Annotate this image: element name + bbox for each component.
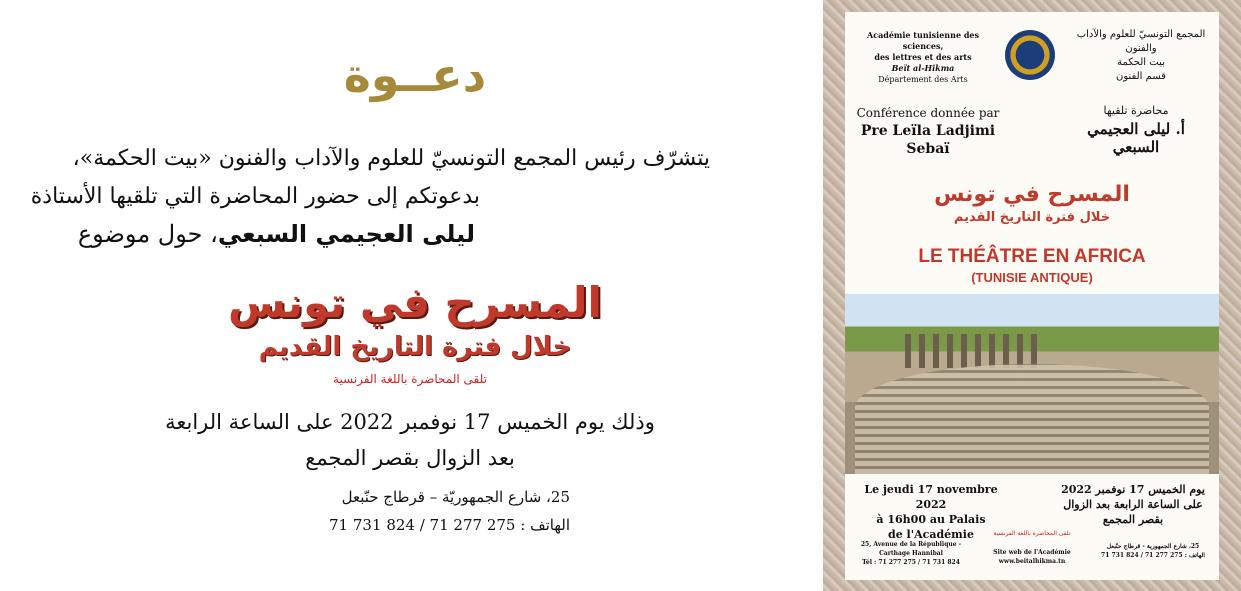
language-note: تلقى المحاضرة باللغة الفرنسية — [333, 372, 487, 386]
academy-seal-icon — [1005, 30, 1055, 80]
fr-address-line: Carthage Hannibal — [879, 550, 943, 557]
poster-ar-subtitle: خلال فترة التاريخ القديم — [953, 210, 1111, 225]
ar-speaker-line: السبعي — [1112, 138, 1160, 156]
topic-subtitle: خلال فترة التاريخ القديم — [258, 332, 572, 362]
poster-ar-title: المسرح في تونس — [934, 182, 1130, 207]
ar-header-line: قسم الفنون — [1116, 71, 1166, 82]
ar-date-line: بقصر المجمع — [1102, 513, 1164, 526]
ar-header-line: المجمع التونسيّ للعلوم والآداب والفنون — [1076, 29, 1206, 54]
fr-address-line: 25, Avenue de la République - — [860, 541, 962, 548]
website-url: www.beitalhikma.tn — [998, 558, 1066, 565]
poster-fr-subtitle: (TUNISIE ANTIQUE) — [971, 270, 1093, 285]
date-line-2: بعد الزوال بقصر المجمع — [305, 446, 515, 470]
poster-fr-title: LE THÉÂTRE EN AFRICA — [918, 246, 1146, 267]
invitation-line-1: يتشرّف رئيس المجمع التونسيّ للعلوم والآداب والفنون «بيت الحكمة»، — [72, 146, 710, 171]
poster — [823, 0, 1241, 591]
fr-header-line: des lettres et des arts — [874, 52, 972, 62]
poster-ar-speaker — [1061, 102, 1211, 156]
poster-inner — [845, 12, 1219, 580]
fr-header-line: Département des Arts — [878, 75, 968, 84]
theatre-photo — [845, 294, 1219, 474]
line-3-suffix: ، حول موضوع — [77, 220, 218, 248]
poster-ar-date — [1053, 482, 1213, 527]
ar-date-line: على الساعة الرابعة بعد الزوال — [1063, 498, 1203, 511]
fr-header-line: Académie tunisienne des sciences, — [866, 30, 980, 51]
poster-fr-speaker — [853, 104, 1003, 158]
ar-address-line: 25، شارع الجمهورية - قرطاج حنّبعل — [1106, 543, 1200, 550]
fr-conf-label: Conférence donnée par — [856, 106, 1000, 120]
fr-address-line: Tél : 71 277 275 / 71 731 824 — [862, 559, 960, 566]
poster-ar-address — [1093, 542, 1213, 560]
invitation-line-3 — [0, 220, 475, 248]
speaker-name: ليلى العجيمي السبعي — [217, 220, 475, 248]
fr-speaker-line: Sebaï — [906, 141, 950, 157]
date-line-1: وذلك يوم الخميس 17 نوفمبر 2022 على الساعة الرابعة — [165, 410, 655, 434]
website-label: Site web de l'Académie — [993, 549, 1071, 556]
ar-header-line: بيت الحكمة — [1117, 57, 1165, 68]
fr-date-line: Le jeudi 17 novembre 2022 — [864, 483, 998, 511]
poster-fr-address — [851, 540, 971, 567]
theatre-seating-shape — [855, 364, 1209, 474]
invitation-title: دعــوة — [343, 48, 487, 102]
poster-website — [982, 548, 1082, 566]
poster-language-note: تلقى المحاضرة باللغة الفرنسية — [993, 530, 1071, 537]
ar-address-line: الهاتف : 275 277 71 / 824 731 71 — [1101, 552, 1205, 559]
fr-speaker-line: Pre Leïla Ladjimi — [860, 123, 996, 139]
ar-conf-label: محاضرة تلقيها — [1103, 104, 1169, 117]
fr-header-line: Beït al-Hikma — [891, 63, 955, 73]
fr-date-line: de l'Académie — [888, 528, 974, 541]
poster-ar-header — [1071, 28, 1211, 84]
fr-date-line: à 16h00 au Palais — [876, 513, 986, 526]
ar-date-line: يوم الخميس 17 نوفمبر 2022 — [1061, 483, 1205, 496]
invitation-line-2: بدعوتكم إلى حضور المحاضرة التي تلقيها الأستاذة — [30, 184, 480, 209]
ar-speaker-line: أ. ليلى العجيمي — [1087, 120, 1185, 138]
address: 25، شارع الجمهوريّة – قرطاج حنّبعل — [341, 488, 570, 506]
phone: الهاتف : 275 277 71 / 824 731 71 — [329, 516, 570, 534]
poster-fr-header — [853, 30, 993, 85]
topic-title: المسرح في تونس — [228, 278, 602, 327]
ruins-shape — [905, 334, 1045, 368]
